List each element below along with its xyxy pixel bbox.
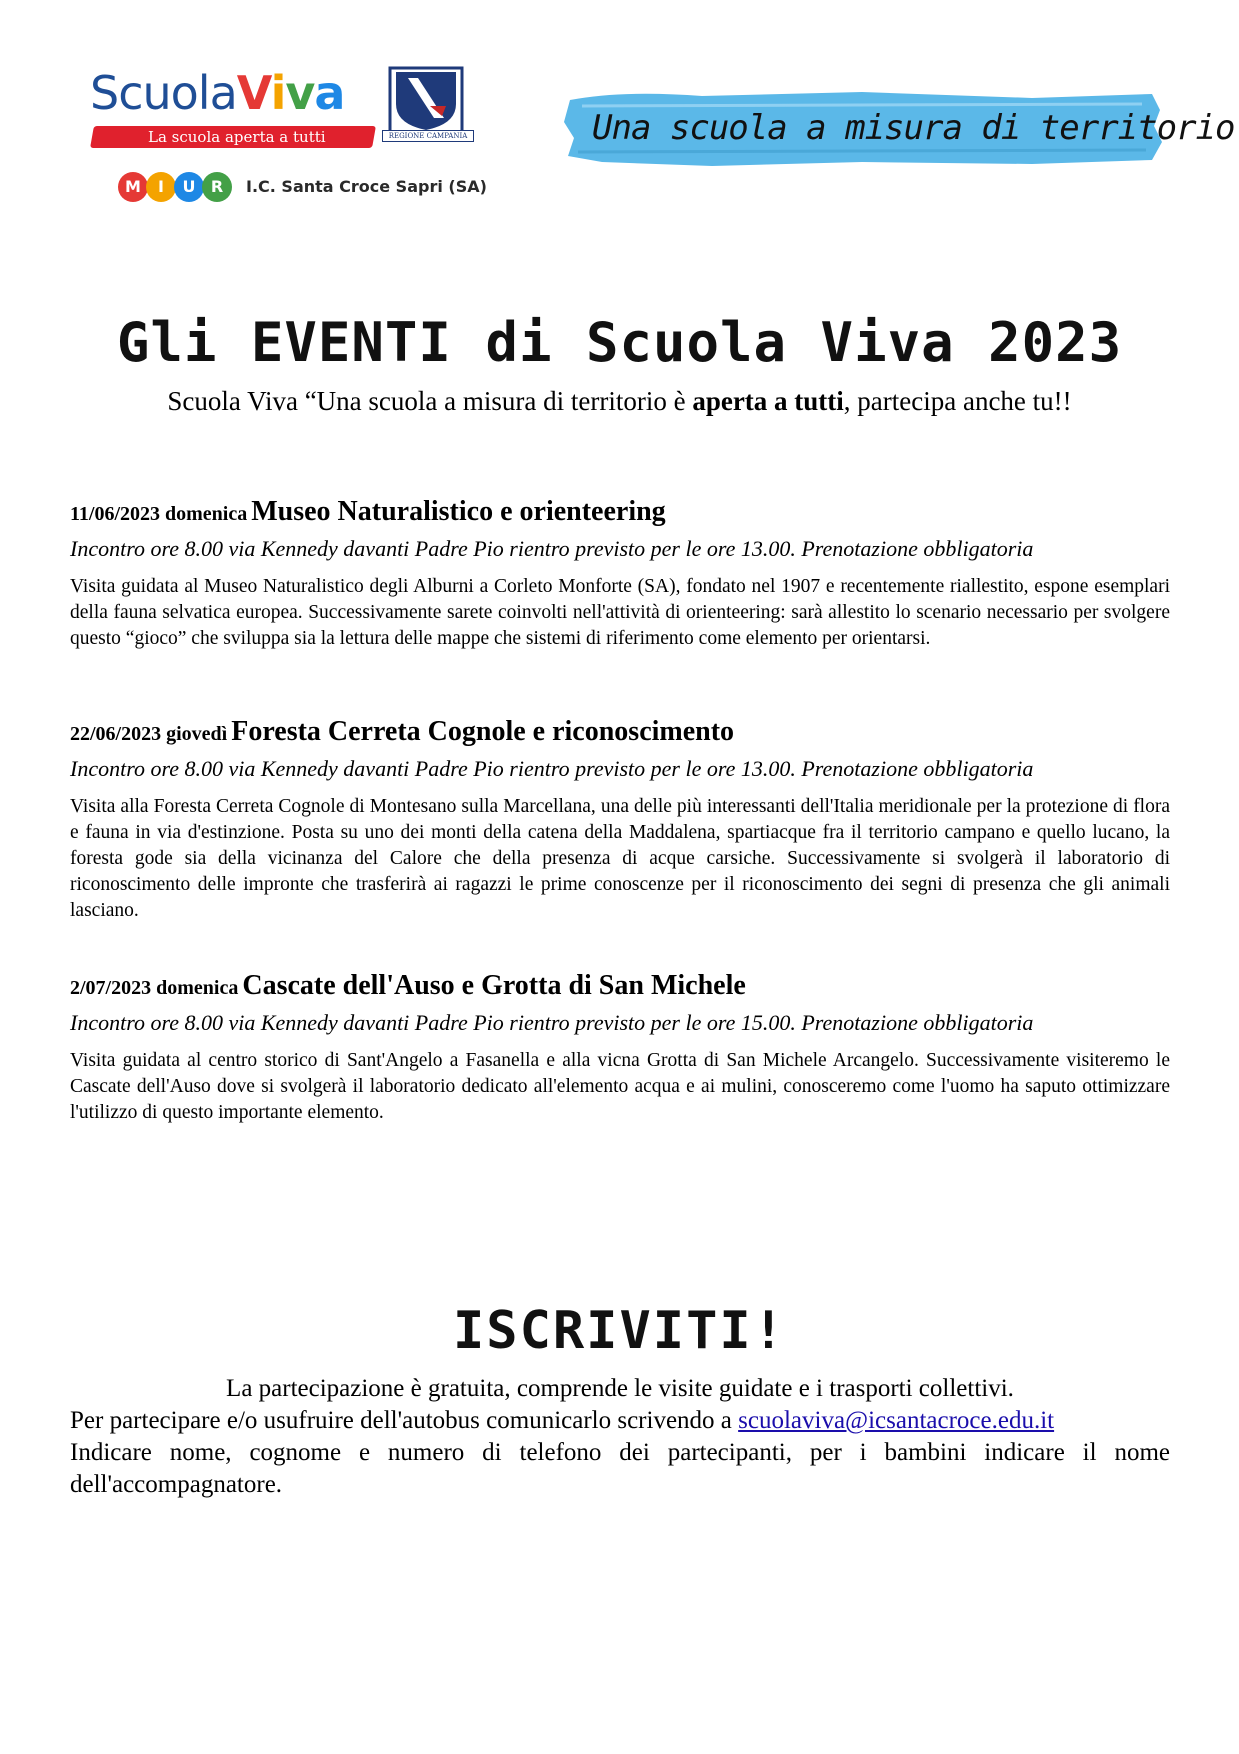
miur-letter-m: M [118,172,148,202]
motto-text: Una scuola a misura di territorio [592,108,1235,148]
logo-tagline: La scuola aperta a tutti [148,128,326,146]
event-meeting-info: Incontro ore 8.00 via Kennedy davanti Padre Pio rientro previsto per le ore 15.00. Prenotazione obbligatoria [70,1010,1034,1035]
event-description: Visita guidata al Museo Naturalistico degli Alburni a Corleto Monforte (SA), fondato nel 1907 e recentemente riallestito, espone esemplari della fauna selvatica europea. Successivamente sarete coinvolti nell'attività di orienteering: sarà allestito lo scenario necessario per svolgere questo “gioco” che sviluppa sia la lettura delle mappe che sistemi di riferimento come elemento per orientarsi. [70,576,1170,649]
school-name: I.C. Santa Croce Sapri (SA) [246,177,487,196]
event-description: Visita alla Foresta Cerreta Cognole di Montesano sulla Marcellana, una delle più interessanti dell'Italia meridionale per la protezione di flora e fauna in via d'estinzione. Posta su uno dei monti della catena della Maddalena, spartiacque fra il territorio campano e quello lucano, la foresta gode sia della vicinanza del Calore che della presenza di acque carsiche. Successivamente si svolgerà il laboratorio di riconoscimento delle impronte che trasferirà ai ragazzi le prime conoscenze per il riconoscimento dei segni di presenza che gli animali lasciano. [70,796,1170,921]
region-caption: REGIONE CAMPANIA [382,130,474,142]
signup-instructions: Indicare nome, cognome e numero di telefono dei partecipanti, per i bambini indicare il nome dell'accompagnatore. [70,1439,1170,1498]
signup-heading: ISCRIVITI! [452,1301,787,1361]
miur-letter-u: U [174,172,204,202]
scuolaviva-logo [88,62,488,212]
event-meeting-info: Incontro ore 8.00 via Kennedy davanti Padre Pio rientro previsto per le ore 13.00. Prenotazione obbligatoria [70,536,1034,561]
motto-banner [562,86,1235,170]
miur-letter-i: I [146,172,176,202]
page-title: Gli EVENTI di Scuola Viva 2023 [116,311,1123,374]
signup-info [70,1373,1170,1501]
event-item [70,494,1170,652]
event-date: 2/07/2023 domenica [70,977,239,999]
event-title: Foresta Cerreta Cognole e riconoscimento [231,716,735,747]
page-subtitle: Scuola Viva “Una scuola a misura di territorio è aperta a tutti, partecipa anche tu!! [167,386,1072,416]
event-title: Museo Naturalistico e orienteering [251,496,666,527]
miur-logo [118,172,487,208]
signup-contact-line: Per partecipare e/o usufruire dell'autobus comunicarlo scrivendo a scuolaviva@icsantacroce.edu.it [70,1407,1055,1434]
event-heading [70,968,1170,1008]
event-date: 11/06/2023 domenica [70,503,248,525]
event-item [70,714,1170,924]
logo-wordmark: ScuolaViva [90,66,345,120]
email-link[interactable]: scuolaviva@icsantacroce.edu.it [738,1407,1055,1434]
event-heading [70,494,1170,534]
event-description: Visita guidata al centro storico di Sant'Angelo a Fasanella e alla vicna Grotta di San Michele Arcangelo. Successivamente visiteremo le Cascate dell'Auso dove si svolgerà il laboratorio dedicato all'elemento acqua e ai mulini, conosceremo come l'uomo ha saputo ottimizzare l'utilizzo di questo importante elemento. [70,1050,1170,1123]
event-heading [70,714,1170,754]
event-item [70,968,1170,1126]
event-meeting-info: Incontro ore 8.00 via Kennedy davanti Padre Pio rientro previsto per le ore 13.00. Prenotazione obbligatoria [70,756,1034,781]
event-title: Cascate dell'Auso e Grotta di San Michele [242,970,746,1001]
signup-free-note: La partecipazione è gratuita, comprende le visite guidate e i trasporti collettivi. [226,1375,1014,1402]
miur-letter-r: R [202,172,232,202]
event-date: 22/06/2023 giovedì [70,723,228,745]
